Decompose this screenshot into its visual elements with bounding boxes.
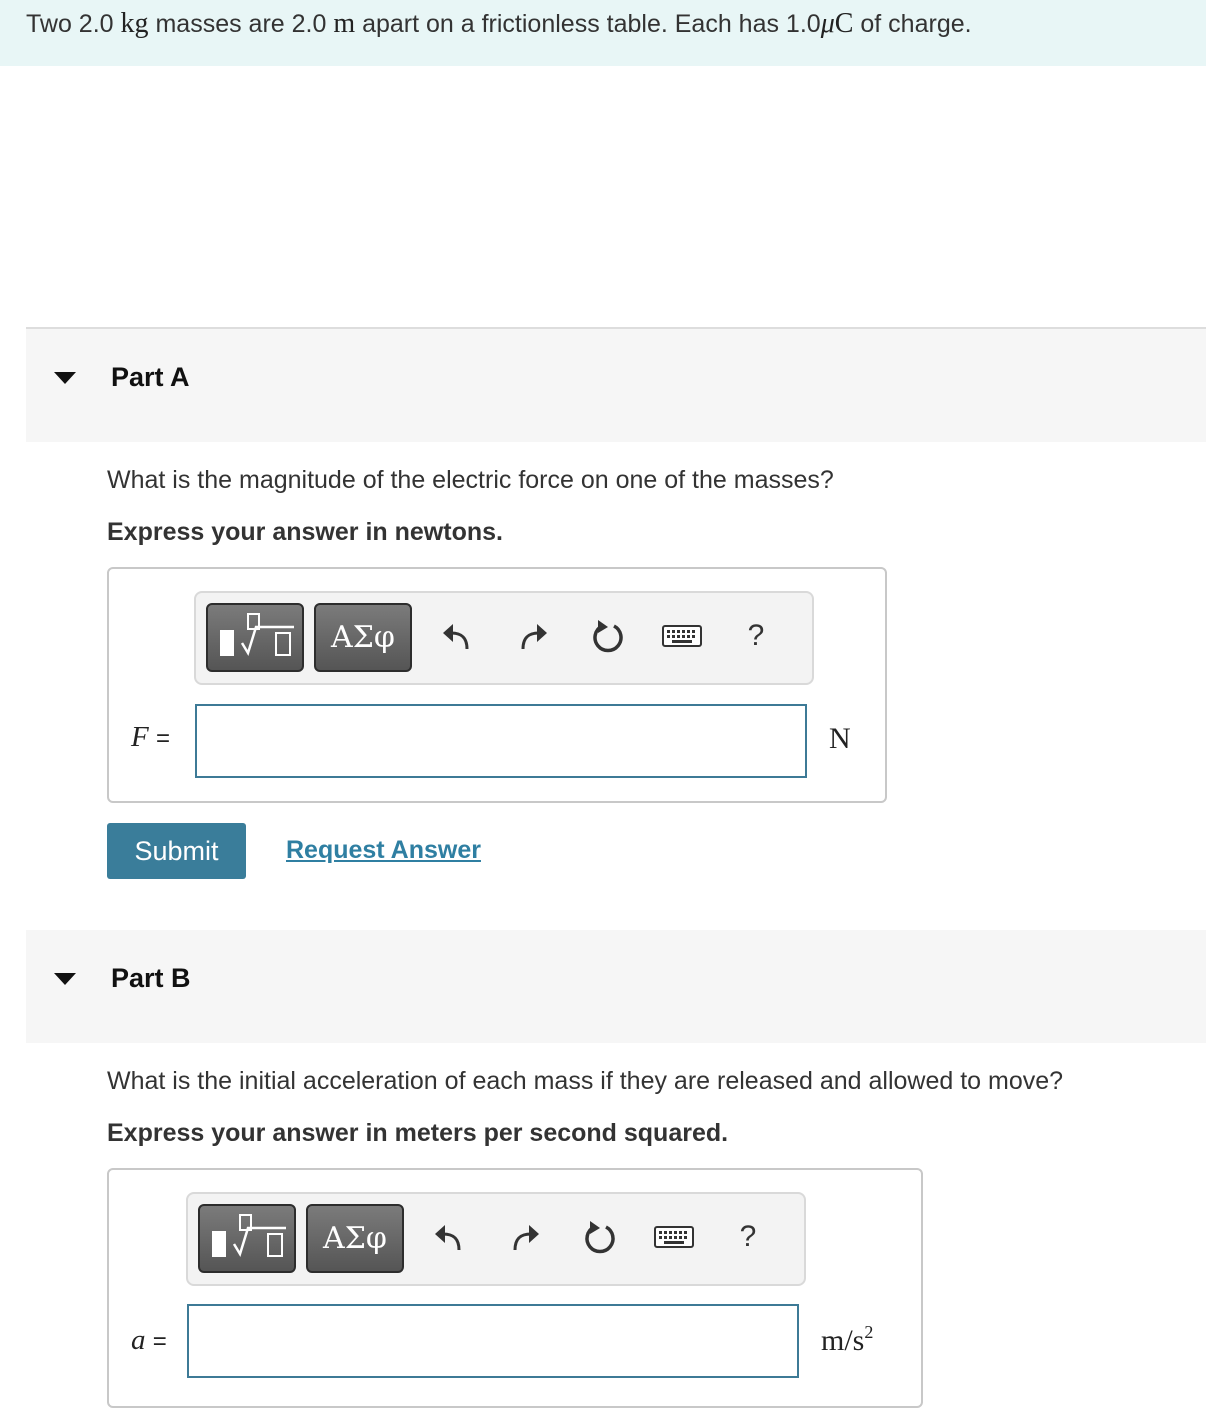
intro-unit-kg: kg	[120, 8, 149, 39]
unit-base: m/s	[821, 1324, 865, 1357]
part-a-answer-box	[107, 567, 887, 803]
keyboard-icon[interactable]	[662, 611, 702, 661]
part-a-variable-label	[131, 721, 170, 754]
templates-button[interactable]	[198, 1204, 296, 1273]
part-a-title: Part A	[111, 362, 190, 392]
request-answer-link[interactable]: Request Answer	[286, 836, 481, 864]
templates-icon	[200, 1206, 294, 1271]
intro-text-3: apart on a frictionless table. Each has 1.0	[362, 10, 821, 38]
submit-button[interactable]: Submit	[107, 823, 246, 879]
part-a-question: What is the magnitude of the electric force on one of the masses?	[107, 466, 834, 494]
help-button[interactable]: ?	[747, 619, 765, 652]
variable-symbol: F	[131, 721, 149, 753]
intro-text-2: masses are 2.0	[155, 10, 327, 38]
variable-symbol: a	[131, 1324, 146, 1356]
part-a-answer-input[interactable]	[195, 704, 807, 778]
keyboard-icon[interactable]	[654, 1212, 694, 1262]
intro-text-4: of charge.	[860, 10, 972, 38]
templates-icon	[208, 605, 302, 670]
part-b-instruction: Express your answer in meters per second squared.	[107, 1119, 729, 1147]
part-b-variable-label	[131, 1324, 167, 1357]
redo-icon[interactable]	[506, 1212, 546, 1262]
problem-intro	[0, 0, 1206, 66]
undo-icon[interactable]	[436, 611, 476, 661]
redo-icon[interactable]	[514, 611, 554, 661]
greek-symbols-button[interactable]: ΑΣφ	[314, 603, 412, 672]
part-b-answer-box	[107, 1168, 923, 1408]
collapse-triangle-icon[interactable]	[54, 372, 76, 384]
part-b-unit	[821, 1322, 873, 1358]
part-a-unit: N	[829, 722, 851, 755]
part-a-math-toolbar	[194, 591, 814, 685]
equals-sign: =	[152, 1328, 167, 1355]
part-b-math-toolbar	[186, 1192, 806, 1286]
help-button[interactable]: ?	[739, 1220, 757, 1253]
part-b-header[interactable]	[26, 930, 1206, 1043]
templates-button[interactable]	[206, 603, 304, 672]
part-b-question: What is the initial acceleration of each mass if they are released and allowed to move?	[107, 1067, 1064, 1095]
intro-text-1: Two 2.0	[26, 10, 114, 38]
intro-unit-m: m	[333, 8, 356, 39]
collapse-triangle-icon[interactable]	[54, 973, 76, 985]
reset-icon[interactable]	[588, 611, 628, 661]
intro-unit-coulomb: C	[834, 8, 854, 39]
part-a-instruction: Express your answer in newtons.	[107, 518, 503, 546]
unit-exponent: 2	[864, 1322, 874, 1342]
equals-sign: =	[155, 725, 170, 752]
greek-symbols-button[interactable]: ΑΣφ	[306, 1204, 404, 1273]
part-a-header[interactable]	[26, 329, 1206, 442]
intro-unit-micro: μ	[820, 8, 835, 39]
reset-icon[interactable]	[580, 1212, 620, 1262]
undo-icon[interactable]	[428, 1212, 468, 1262]
part-b-title: Part B	[111, 963, 191, 993]
part-b-answer-input[interactable]	[187, 1304, 799, 1378]
